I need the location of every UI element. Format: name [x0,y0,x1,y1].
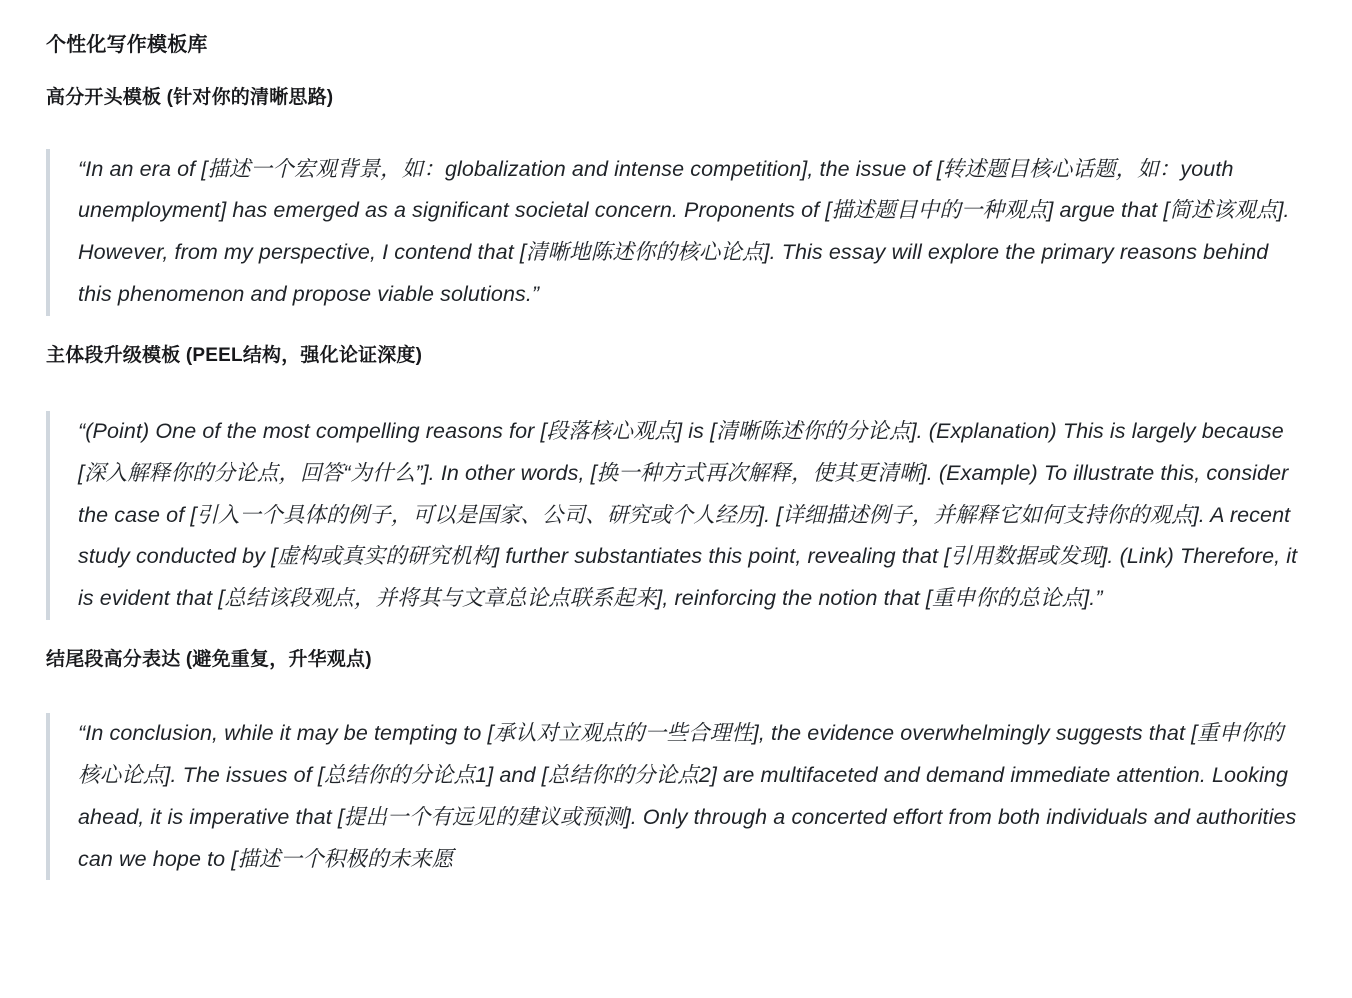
section-heading-opening-template: 高分开头模板 (针对你的清晰思路) [46,87,334,108]
section-heading-body-template: 主体段升级模板 (PEEL结构，强化论证深度) [46,345,423,367]
quote-text-opening: “In an era of [描述一个宏观背景，如：globalization and intense competition], the issue of [转述题目核心话题，如：youth unemployment] has emerged as a significant societal concern. Proponents of [描述题目中的一种观点] argue that [简述该观点]. However, from my perspective, I contend that [清晰地陈述你的核心论点]. This essay will explore the primary reasons behind this phenomenon and propose viable solutions.” [78,156,1290,307]
quote-text-body: “(Point) One of the most compelling reasons for [段落核心观点] is [清晰陈述你的分论点]. (Explanation) This is largely because [深入解释你的分论点，回答“为什么”]. In other words, [换一种方式再次解释，使其更清晰]. (Example) To illustrate this, consider the case of [引入一个具体的例子，可以是国家、公司、研究或个人经历]. [详细描述例子，并解释它如何支持你的观点]. A recent study conducted by [虚构或真实的研究机构] further substantiates this point, revealing that [引用数据或发现]. (Link) Therefore, it is evident that [总结该段观点，并将其与文章总论点联系起来], reinforcing the notion that [重申你的总论点].” [78,418,1298,611]
quote-block-body [46,411,1304,621]
page-title: 个性化写作模板库 [46,34,208,56]
quote-block-conclusion [46,713,1304,881]
section-heading-conclusion-template: 结尾段高分表达 (避免重复，升华观点) [46,649,372,671]
quote-text-conclusion: “In conclusion, while it may be tempting to [承认对立观点的一些合理性], the evidence overwhelmingly suggests that [重申你的核心论点]. The issues of [总结你的分论点1] and [总结你的分论点2] are multifaceted and demand immediate attention. Looking ahead, it is imperative that [提出一个有远见的建议或预测]. Only through a concerted effort from both individuals and authorities can we hope to [描述一个积极的未来愿 [78,720,1297,871]
quote-block-opening [46,149,1304,317]
